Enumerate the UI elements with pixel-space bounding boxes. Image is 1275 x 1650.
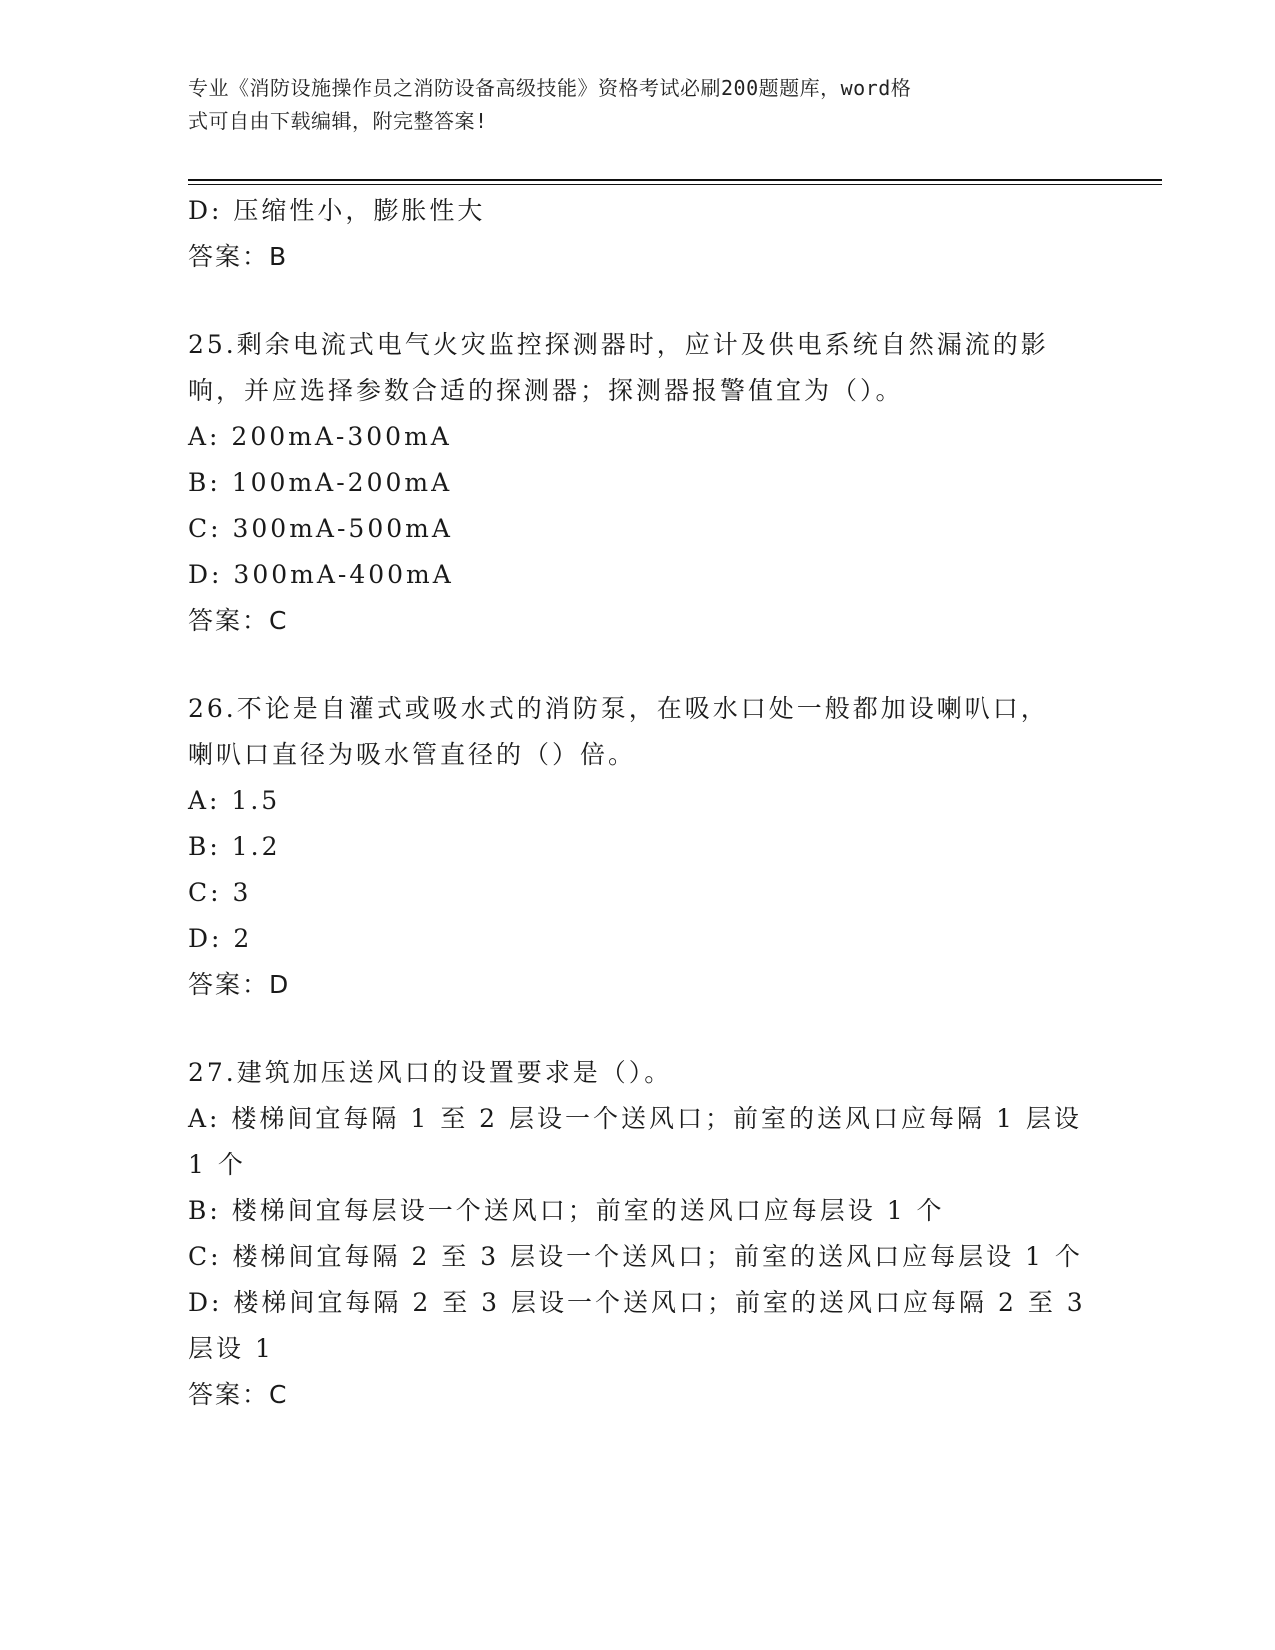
option-c: C: 3 <box>188 878 252 907</box>
option-d: D: 楼梯间宜每隔 2 至 3 层设一个送风口；前室的送风口应每隔 2 至 3 <box>188 1288 1086 1317</box>
option-a: A: 1.5 <box>188 786 281 815</box>
spacer <box>188 644 1088 686</box>
option-a: A: 楼梯间宜每隔 1 至 2 层设一个送风口；前室的送风口应每隔 1 层设 <box>188 1104 1082 1133</box>
question-25 <box>188 322 1088 644</box>
option-c: C: 300mA-500mA <box>188 514 453 543</box>
answer-line: 答案：B <box>188 242 289 271</box>
option-b: B: 1.2 <box>188 832 281 861</box>
document-header <box>188 72 1068 138</box>
option-d: D: 300mA-400mA <box>188 560 454 589</box>
option-d: D: 2 <box>188 924 253 953</box>
answer-line: 答案：D <box>188 970 291 999</box>
option-d: D: 压缩性小，膨胀性大 <box>188 196 486 225</box>
answer-line: 答案：C <box>188 606 289 635</box>
previous-question-tail <box>188 188 1088 280</box>
spacer <box>188 1008 1088 1050</box>
answer-line: 答案：C <box>188 1380 289 1409</box>
question-list <box>188 188 1088 1418</box>
option-a-continued: 1 个 <box>188 1150 246 1179</box>
header-line-1: 专业《消防设施操作员之消防设备高级技能》资格考试必刷200题题库，word格 <box>188 76 912 100</box>
header-rule-thick <box>188 179 1162 181</box>
question-stem-line: 25.剩余电流式电气火灾监控探测器时，应计及供电系统自然漏流的影 <box>188 330 1049 359</box>
question-stem-line: 27.建筑加压送风口的设置要求是（）。 <box>188 1058 673 1087</box>
header-line-2: 式可自由下载编辑，附完整答案! <box>188 109 488 133</box>
option-b: B: 楼梯间宜每层设一个送风口；前室的送风口应每层设 1 个 <box>188 1196 945 1225</box>
question-26 <box>188 686 1088 1008</box>
question-stem-line: 响，并应选择参数合适的探测器；探测器报警值宜为（）。 <box>188 376 904 405</box>
question-stem-line: 26.不论是自灌式或吸水式的消防泵，在吸水口处一般都加设喇叭口， <box>188 694 1049 723</box>
spacer <box>188 280 1088 322</box>
option-b: B: 100mA-200mA <box>188 468 453 497</box>
option-c: C: 楼梯间宜每隔 2 至 3 层设一个送风口；前室的送风口应每层设 1 个 <box>188 1242 1083 1271</box>
question-27 <box>188 1050 1088 1418</box>
question-stem-line: 喇叭口直径为吸水管直径的（）倍。 <box>188 740 637 769</box>
header-rule-thin <box>188 184 1162 185</box>
option-d-continued: 层设 1 <box>188 1334 274 1363</box>
option-a: A: 200mA-300mA <box>188 422 452 451</box>
